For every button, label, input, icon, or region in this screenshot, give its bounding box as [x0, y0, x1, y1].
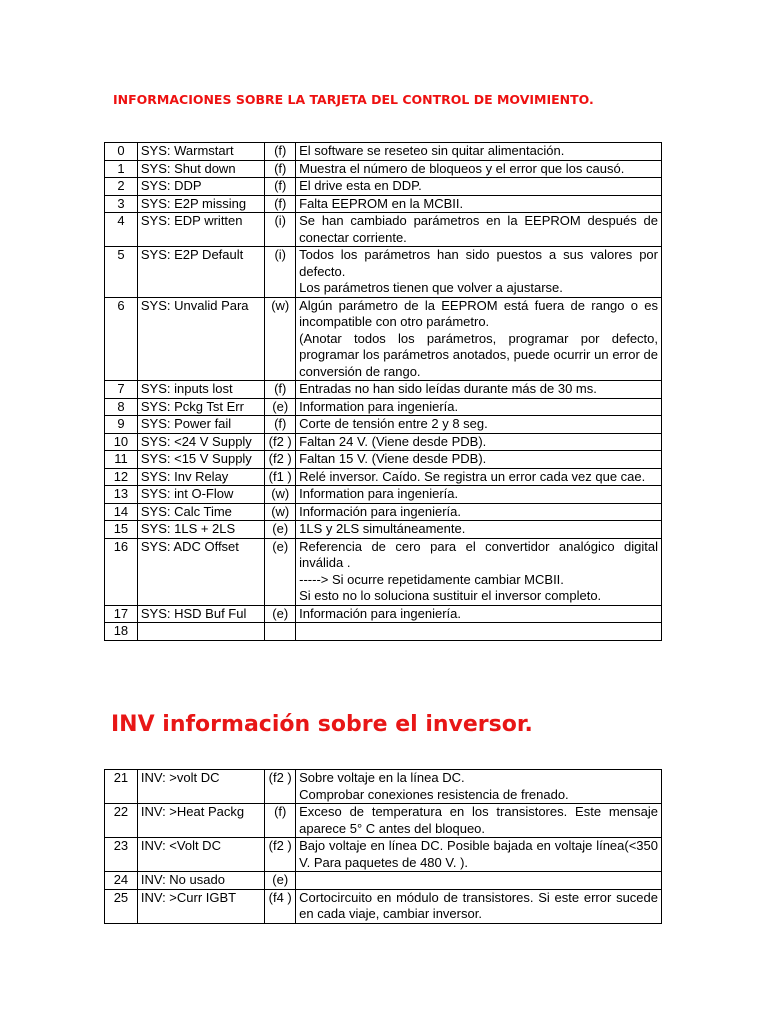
description-paragraph: Corte de tensión entre 2 y 8 seg. — [299, 416, 488, 431]
description-paragraph: 1LS y 2LS simultáneamente. — [299, 521, 466, 536]
error-name: SYS: int O-Flow — [137, 486, 264, 504]
description-paragraph: Referencia de cero para el convertidor analógico digital inválida . — [299, 538, 658, 570]
table-row — [105, 416, 662, 434]
error-code: (f) — [265, 804, 296, 838]
error-number: 24 — [105, 872, 138, 890]
error-name: INV: No usado — [137, 872, 264, 890]
error-name: INV: >Curr IGBT — [137, 889, 264, 923]
error-description — [296, 433, 662, 451]
table-row — [105, 468, 662, 486]
error-number: 21 — [105, 770, 138, 804]
table-row — [105, 770, 662, 804]
error-code: (e) — [265, 398, 296, 416]
description-paragraph: Sobre voltaje en la línea DC. — [299, 770, 465, 785]
error-name: SYS: Inv Relay — [137, 468, 264, 486]
error-description — [296, 416, 662, 434]
error-name: SYS: Power fail — [137, 416, 264, 434]
error-number: 5 — [105, 247, 138, 298]
error-code: (e) — [265, 872, 296, 890]
description-paragraph: Información para ingeniería. — [299, 503, 461, 519]
error-code: (i) — [265, 247, 296, 298]
table-row — [105, 605, 662, 623]
error-code — [265, 623, 296, 641]
table-row — [105, 521, 662, 539]
error-number: 22 — [105, 804, 138, 838]
error-code: (f2 ) — [265, 451, 296, 469]
error-number: 23 — [105, 838, 138, 872]
description-paragraph: Falta EEPROM en la MCBII. — [299, 195, 464, 211]
error-number: 1 — [105, 160, 138, 178]
error-number: 2 — [105, 178, 138, 196]
description-paragraph: Entradas no han sido leídas durante más de 30 ms. — [299, 381, 597, 396]
sys-error-table — [104, 142, 662, 641]
error-number: 17 — [105, 605, 138, 623]
error-name: SYS: E2P Default — [137, 247, 264, 298]
description-paragraph: Faltan 24 V. (Viene desde PDB). — [299, 433, 487, 449]
table-row — [105, 451, 662, 469]
error-code: (w) — [265, 503, 296, 521]
error-number: 15 — [105, 521, 138, 539]
error-name: SYS: ADC Offset — [137, 538, 264, 605]
error-description — [296, 889, 662, 923]
error-description — [296, 468, 662, 486]
description-paragraph: Cortocircuito en módulo de transistores. Si este error sucede en cada viaje, cambiar inversor. — [299, 889, 658, 921]
error-number: 6 — [105, 297, 138, 381]
error-code: (f2 ) — [265, 770, 296, 804]
error-name — [137, 623, 264, 641]
description-paragraph: Bajo voltaje en línea DC. Posible bajada en voltaje línea(<350 V. Para paquetes de 480 V. ). — [299, 838, 658, 870]
error-code: (i) — [265, 213, 296, 247]
error-code: (f1 ) — [265, 468, 296, 486]
error-number: 7 — [105, 381, 138, 399]
error-description — [296, 623, 662, 641]
error-description — [296, 213, 662, 247]
error-number: 13 — [105, 486, 138, 504]
error-description — [296, 872, 662, 890]
table-row — [105, 247, 662, 298]
description-paragraph: Algún parámetro de la EEPROM está fuera de rango o es incompatible con otro parámetro. — [299, 297, 658, 329]
error-code: (f) — [265, 381, 296, 399]
error-description — [296, 297, 662, 381]
section-heading-inverter: INV información sobre el inversor. — [111, 712, 533, 737]
error-description — [296, 398, 662, 416]
description-paragraph: Muestra el número de bloqueos y el error que los causó. — [299, 160, 625, 176]
description-paragraph: (Anotar todos los parámetros, programar por defecto, programar los parámetros anotados, puede ocurrir un error de conversión de rango. — [299, 330, 658, 379]
error-description — [296, 451, 662, 469]
error-name: SYS: Pckg Tst Err — [137, 398, 264, 416]
error-code: (f2 ) — [265, 433, 296, 451]
error-name: SYS: <15 V Supply — [137, 451, 264, 469]
description-paragraph: Relé inversor. Caído. Se registra un error cada vez que cae. — [299, 468, 646, 484]
error-description — [296, 770, 662, 804]
error-name: SYS: DDP — [137, 178, 264, 196]
table-row — [105, 178, 662, 196]
error-description — [296, 486, 662, 504]
description-paragraph: Se han cambiado parámetros en la EEPROM después de conectar corriente. — [299, 213, 658, 245]
description-paragraph: Comprobar conexiones resistencia de frenado. — [299, 786, 569, 802]
error-number: 14 — [105, 503, 138, 521]
error-description — [296, 838, 662, 872]
error-name: INV: <Volt DC — [137, 838, 264, 872]
error-number: 12 — [105, 468, 138, 486]
description-paragraph: El drive esta en DDP. — [299, 178, 422, 193]
error-name: SYS: <24 V Supply — [137, 433, 264, 451]
description-paragraph: El software se reseteo sin quitar alimentación. — [299, 143, 565, 158]
error-code: (w) — [265, 486, 296, 504]
error-number: 0 — [105, 143, 138, 161]
table-row — [105, 381, 662, 399]
description-paragraph: Los parámetros tienen que volver a ajustarse. — [299, 280, 563, 295]
error-description — [296, 804, 662, 838]
error-code: (f) — [265, 160, 296, 178]
description-paragraph: Faltan 15 V. (Viene desde PDB). — [299, 451, 487, 466]
description-paragraph: Information para ingeniería. — [299, 486, 459, 501]
description-paragraph: Si esto no lo soluciona sustituir el inversor completo. — [299, 588, 602, 603]
table-row — [105, 503, 662, 521]
error-description — [296, 503, 662, 521]
table-row — [105, 195, 662, 213]
table-row — [105, 838, 662, 872]
error-name: SYS: E2P missing — [137, 195, 264, 213]
error-code: (f4 ) — [265, 889, 296, 923]
error-name: SYS: HSD Buf Ful — [137, 605, 264, 623]
error-description — [296, 605, 662, 623]
error-number: 18 — [105, 623, 138, 641]
error-number: 10 — [105, 433, 138, 451]
error-code: (f) — [265, 143, 296, 161]
error-name: SYS: Calc Time — [137, 503, 264, 521]
table-row — [105, 486, 662, 504]
error-number: 3 — [105, 195, 138, 213]
table-row — [105, 160, 662, 178]
description-paragraph: Todos los parámetros han sido puestos a sus valores por defecto. — [299, 247, 658, 279]
error-name: INV: >Heat Packg — [137, 804, 264, 838]
error-description — [296, 538, 662, 605]
error-description — [296, 160, 662, 178]
table-row — [105, 143, 662, 161]
error-number: 9 — [105, 416, 138, 434]
section-heading-motion-control: INFORMACIONES SOBRE LA TARJETA DEL CONTROL DE MOVIMIENTO. — [113, 92, 594, 107]
error-name: SYS: inputs lost — [137, 381, 264, 399]
table-row — [105, 804, 662, 838]
inv-error-table — [104, 769, 662, 924]
error-code: (e) — [265, 521, 296, 539]
table-row — [105, 889, 662, 923]
error-number: 11 — [105, 451, 138, 469]
error-description — [296, 521, 662, 539]
error-code: (e) — [265, 538, 296, 605]
error-description — [296, 178, 662, 196]
table-row — [105, 872, 662, 890]
error-name: SYS: Warmstart — [137, 143, 264, 161]
error-description — [296, 195, 662, 213]
description-paragraph: -----> Si ocurre repetidamente cambiar MCBII. — [299, 571, 564, 587]
error-name: SYS: Shut down — [137, 160, 264, 178]
error-description — [296, 247, 662, 298]
error-description — [296, 143, 662, 161]
error-code: (f2 ) — [265, 838, 296, 872]
error-code: (f) — [265, 416, 296, 434]
error-number: 8 — [105, 398, 138, 416]
error-number: 4 — [105, 213, 138, 247]
description-paragraph: Exceso de temperatura en los transistores. Este mensaje aparece 5° C antes del bloqueo. — [299, 804, 658, 836]
error-code: (w) — [265, 297, 296, 381]
error-name: SYS: 1LS + 2LS — [137, 521, 264, 539]
error-number: 16 — [105, 538, 138, 605]
error-name: SYS: Unvalid Para — [137, 297, 264, 381]
table-row — [105, 433, 662, 451]
error-description — [296, 381, 662, 399]
table-row — [105, 297, 662, 381]
error-code: (f) — [265, 195, 296, 213]
table-row — [105, 538, 662, 605]
table-row — [105, 213, 662, 247]
error-number: 25 — [105, 889, 138, 923]
description-paragraph: Información para ingeniería. — [299, 605, 461, 621]
error-code: (f) — [265, 178, 296, 196]
table-row — [105, 623, 662, 641]
description-paragraph: Information para ingeniería. — [299, 398, 459, 414]
error-name: SYS: EDP written — [137, 213, 264, 247]
error-code: (e) — [265, 605, 296, 623]
table-row — [105, 398, 662, 416]
error-name: INV: >volt DC — [137, 770, 264, 804]
